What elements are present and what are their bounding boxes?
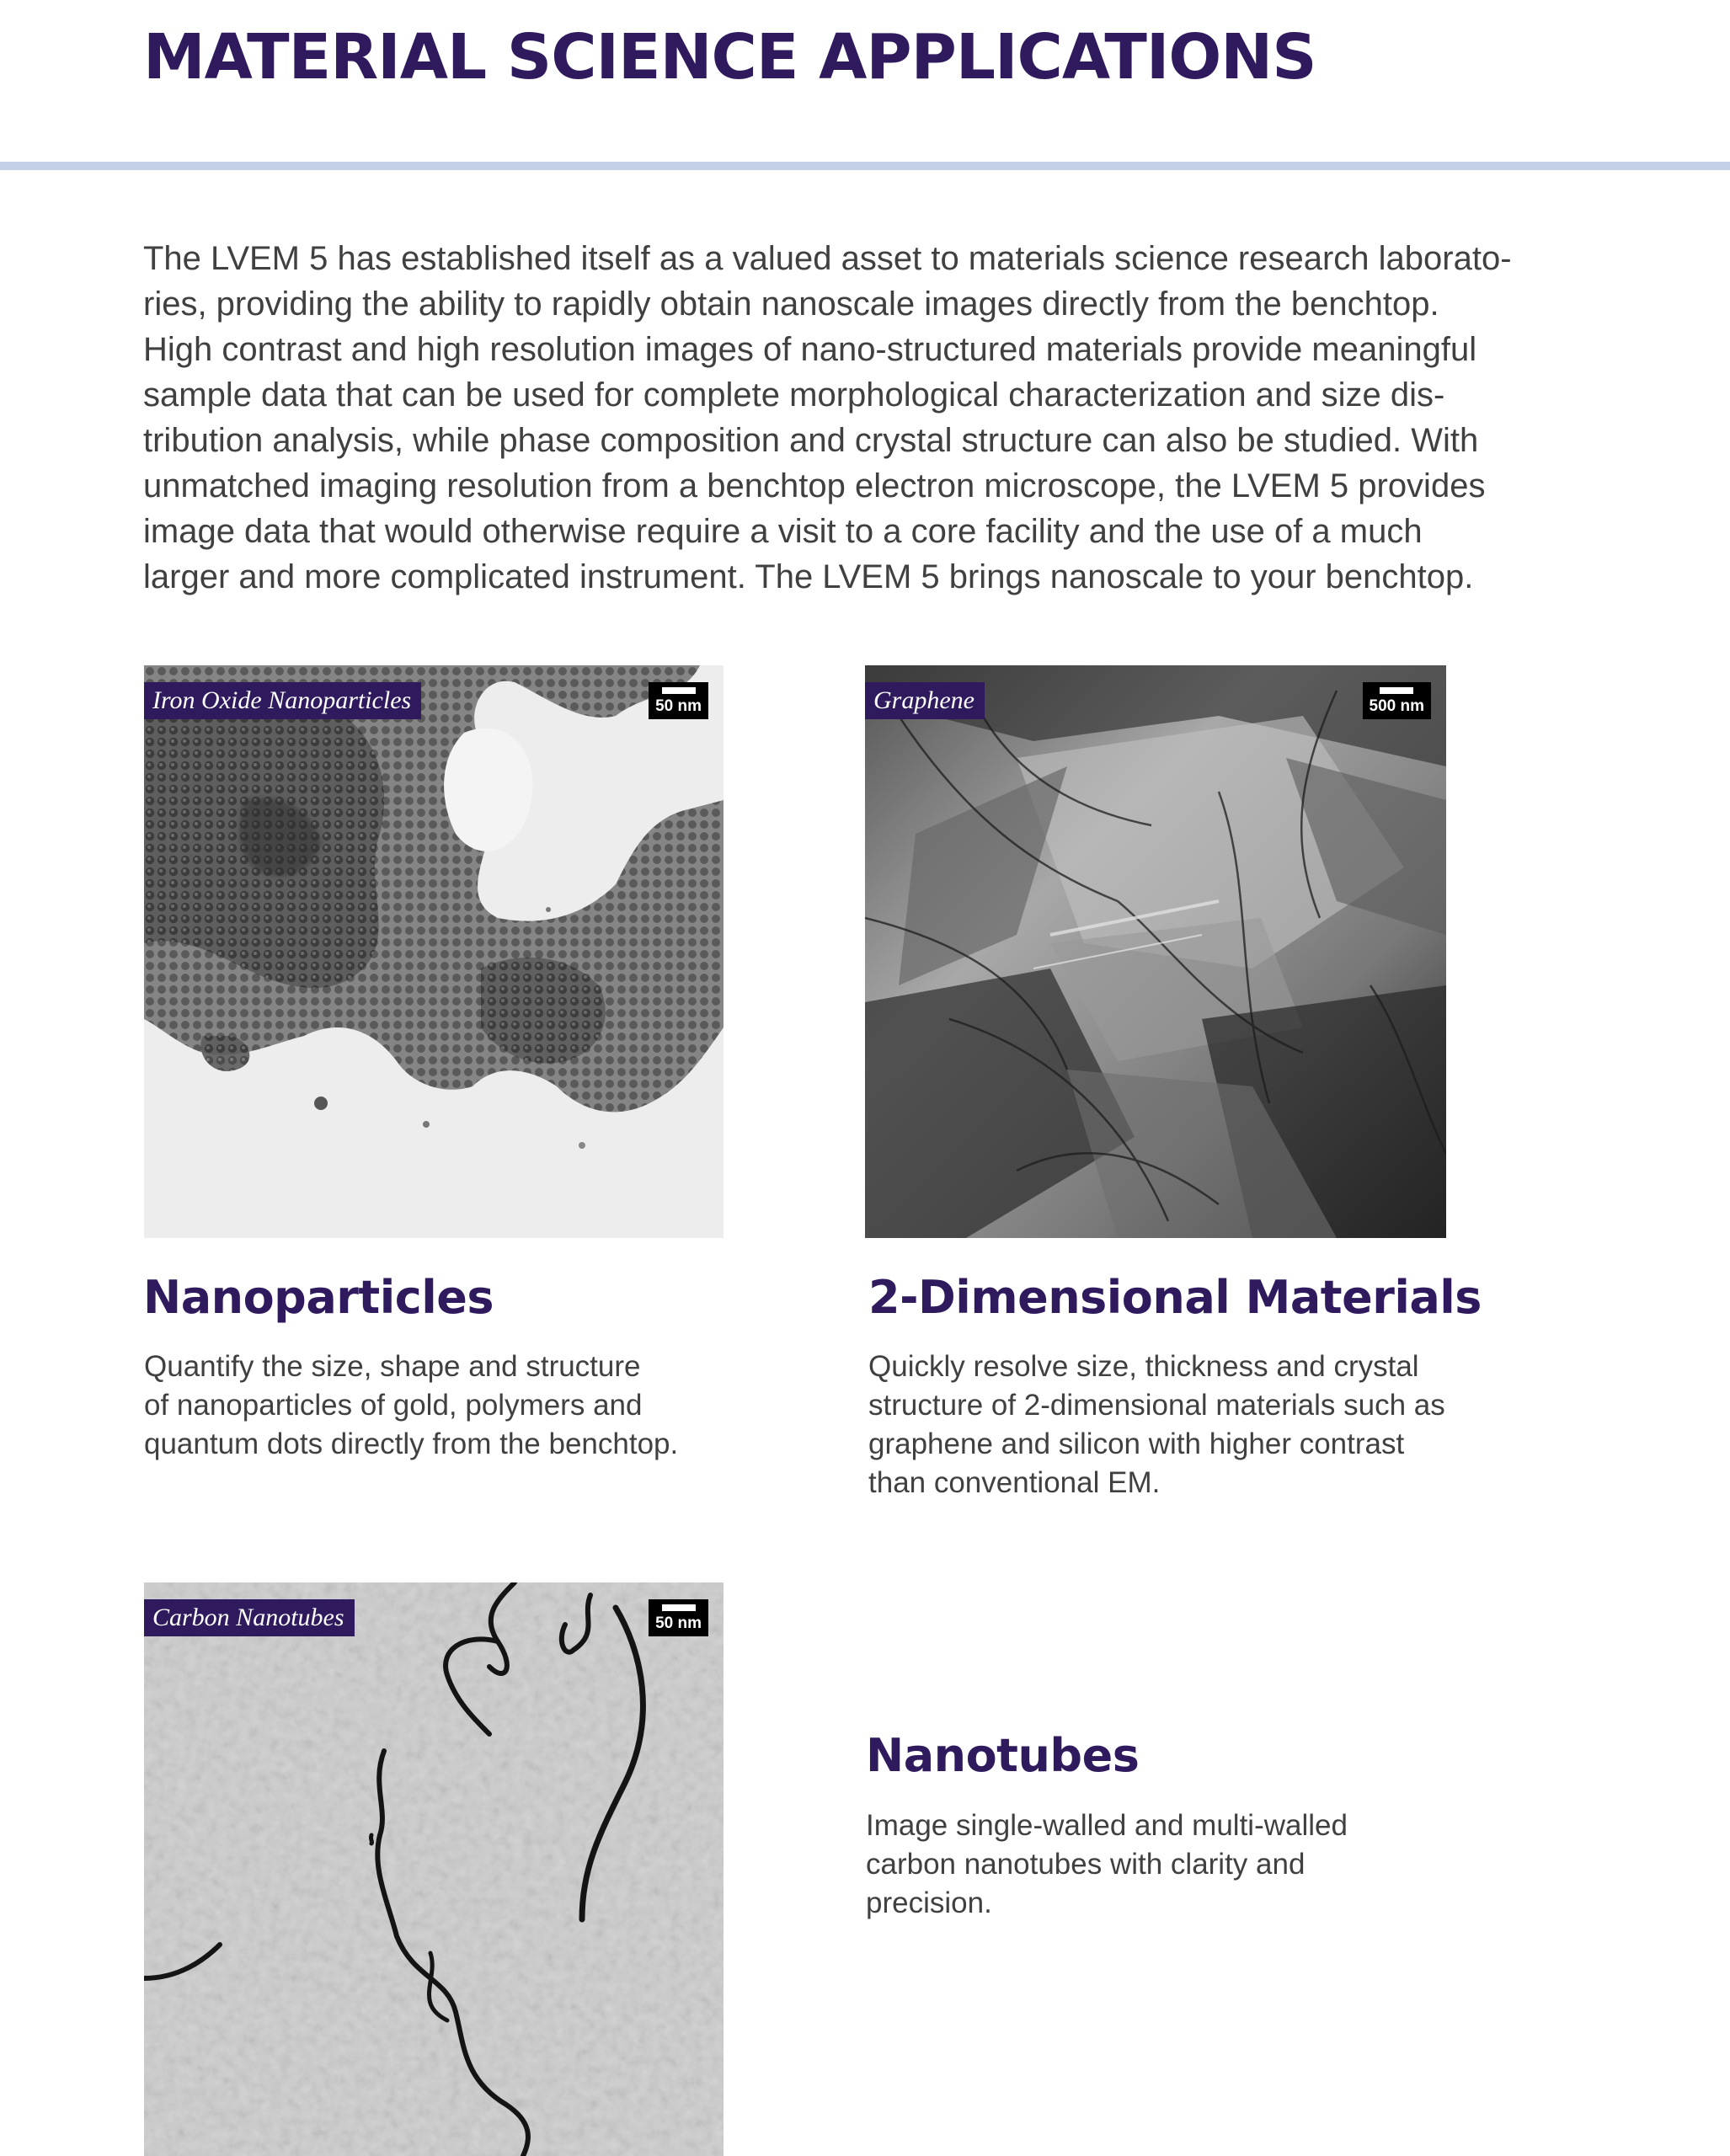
scale-bar (649, 1599, 708, 1636)
intro-line: sample data that can be used for complete morphological characterization and size dis- (143, 376, 1445, 414)
description-line: carbon nanotubes with clarity and (866, 1848, 1306, 1881)
image-label: Graphene (865, 682, 985, 719)
scale-bar (649, 682, 708, 719)
scale-bar-line (662, 687, 696, 694)
scale-bar-text: 50 nm (655, 1614, 702, 1632)
intro-line: High contrast and high resolution images of nano-structured materials provide meaningful (143, 331, 1477, 368)
intro-line: tribution analysis, while phase composition and crystal structure can also be studied. With (143, 422, 1479, 459)
description-line: Image single-walled and multi-walled (866, 1809, 1348, 1842)
description-line: structure of 2-dimensional materials such as (868, 1389, 1445, 1422)
intro-line: image data that would otherwise require a visit to a core facility and the use of a much (143, 513, 1423, 550)
2d-materials-description (868, 1348, 1445, 1502)
intro-line: ries, providing the ability to rapidly obtain nanoscale images directly from the benchtop. (143, 286, 1439, 323)
page-title: MATERIAL SCIENCE APPLICATIONS (143, 21, 1316, 93)
scale-bar-line (1380, 687, 1413, 694)
scale-bar-text: 50 nm (655, 697, 702, 715)
description-line: Quickly resolve size, thickness and crystal (868, 1350, 1419, 1383)
description-line: Quantify the size, shape and structure (144, 1350, 641, 1383)
intro-line: larger and more complicated instrument. The LVEM 5 brings nanoscale to your benchtop. (143, 558, 1474, 595)
description-line: graphene and silicon with higher contrast (868, 1428, 1405, 1460)
title-divider (0, 162, 1730, 170)
graphene-micrograph (865, 665, 1446, 1238)
scale-bar-line (662, 1604, 696, 1611)
intro-paragraph (143, 236, 1512, 600)
intro-line: The LVEM 5 has established itself as a valued asset to materials science research laborato- (143, 240, 1512, 277)
nanotubes-description (866, 1806, 1348, 1923)
nanotubes-image (144, 1582, 724, 2156)
2d-materials-heading: 2-Dimensional Materials (868, 1271, 1482, 1324)
description-line: precision. (866, 1886, 992, 1919)
nanoparticles-image (144, 665, 724, 1238)
image-label: Iron Oxide Nanoparticles (144, 682, 421, 719)
nanoparticles-heading: Nanoparticles (143, 1271, 494, 1324)
description-line: quantum dots directly from the benchtop. (144, 1428, 679, 1460)
scale-bar (1363, 682, 1431, 719)
intro-line: unmatched imaging resolution from a benchtop electron microscope, the LVEM 5 provides (143, 467, 1486, 504)
description-line: than conventional EM. (868, 1466, 1161, 1499)
graphene-image (865, 665, 1446, 1238)
iron-oxide-nanoparticles-micrograph (144, 665, 724, 1238)
nanotubes-heading: Nanotubes (866, 1729, 1140, 1782)
nanoparticles-description (144, 1348, 678, 1464)
description-line: of nanoparticles of gold, polymers and (144, 1389, 643, 1422)
scale-bar-text: 500 nm (1369, 697, 1424, 715)
carbon-nanotubes-micrograph (144, 1582, 724, 2156)
image-label: Carbon Nanotubes (144, 1599, 355, 1636)
